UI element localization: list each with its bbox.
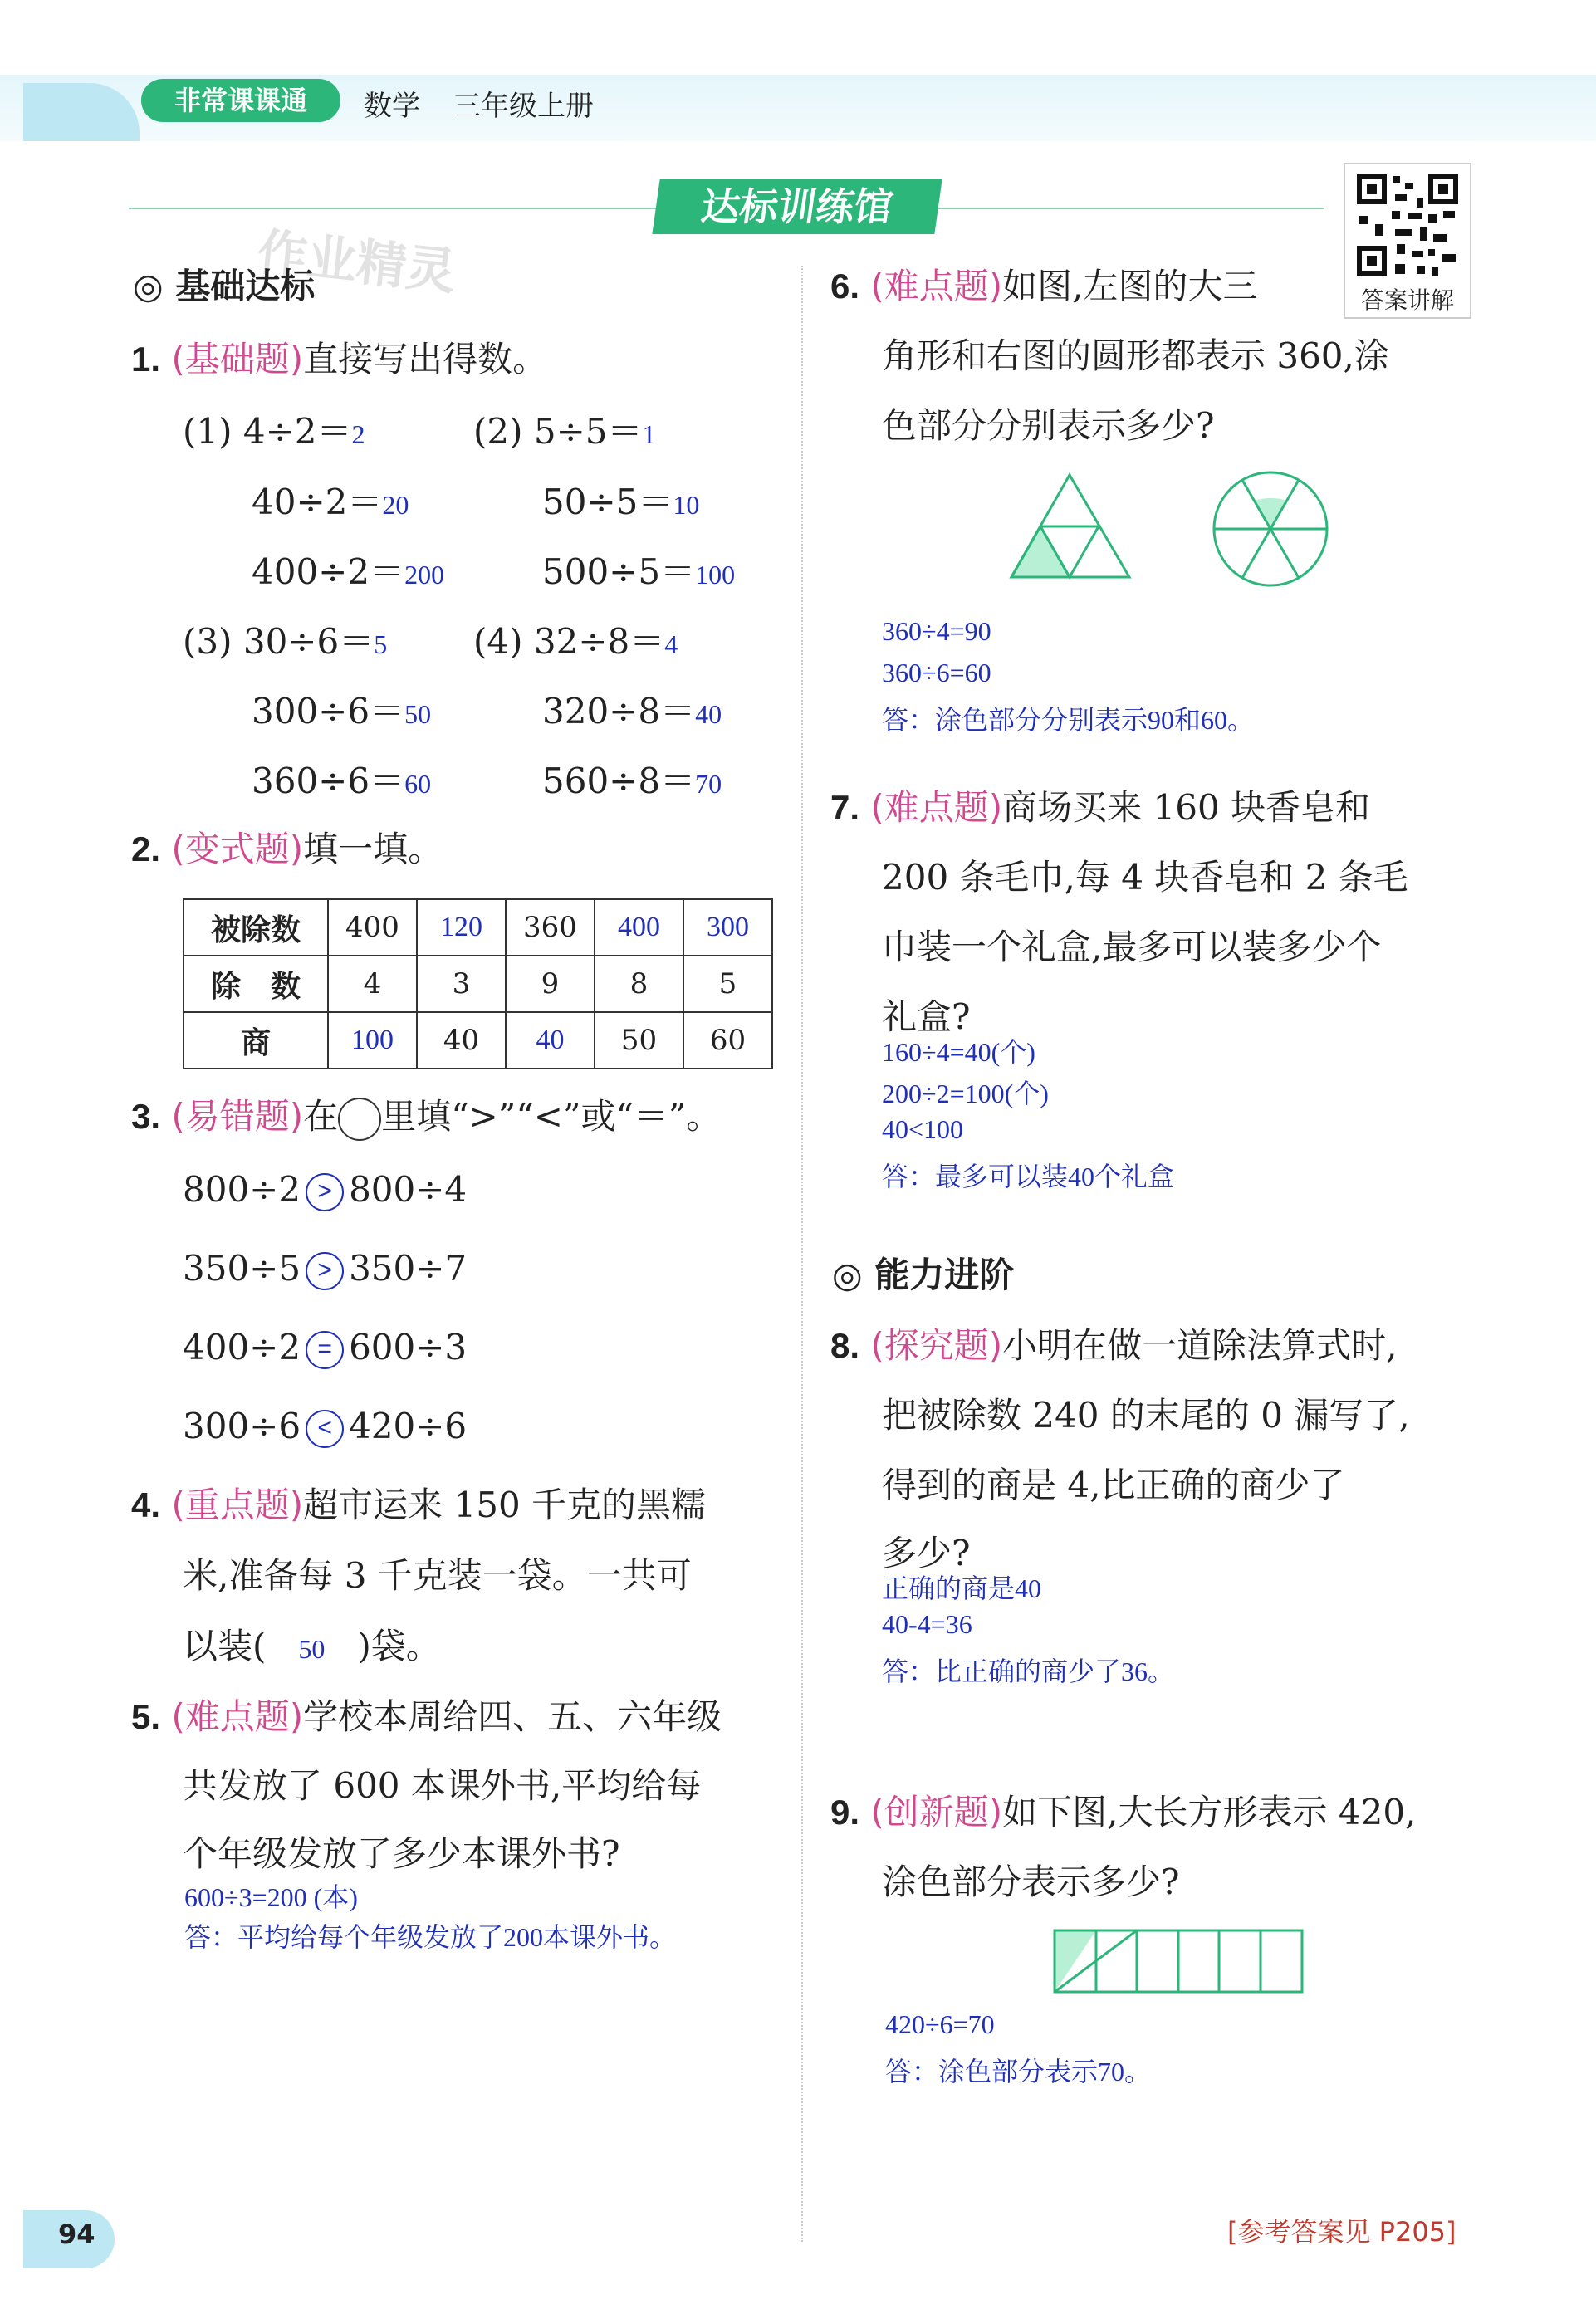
q1-answer: 50 [404, 699, 432, 729]
q8-work: 正确的商是40 [882, 1573, 1042, 1603]
q6-answer: 答：涂色部分分别表示90和60。 [882, 705, 1255, 735]
banner-title: 达标训练馆 [652, 179, 942, 234]
q1-text: 直接写出得数。 [303, 339, 548, 379]
q6-triangle-figure [1009, 472, 1133, 588]
q8-tag: (探究题) [870, 1325, 1003, 1366]
q9-work: 420÷6=70 [885, 2009, 995, 2039]
q2-tag: (变式题) [171, 829, 304, 869]
q6-stem: 6. (难点题)如图,左图的大三 [830, 266, 1258, 306]
page-number: 94 [58, 2219, 95, 2250]
q5-line: 个年级发放了多少本课外书? [183, 1833, 620, 1874]
q7-work: 160÷4=40(个) [882, 1037, 1035, 1067]
q9-stem: 9. (创新题)如下图,大长方形表示 420, [830, 1792, 1417, 1832]
q1-row: 40÷2＝20 [252, 482, 409, 522]
q1-answer: 60 [404, 769, 432, 799]
compare-answer: < [306, 1410, 344, 1448]
q6-line: 色部分分别表示多少? [882, 405, 1215, 446]
q6-work: 360÷6=60 [882, 658, 991, 687]
table-answer-cell: 40 [506, 1012, 595, 1069]
q9-line: 涂色部分表示多少? [882, 1862, 1180, 1902]
table-cell: 50 [595, 1012, 683, 1069]
table-cell: 5 [683, 956, 772, 1012]
table-header: 除 数 [184, 956, 328, 1012]
q5-work: 600÷3=200 (本) [184, 1882, 358, 1912]
table-cell: 400 [328, 899, 417, 956]
q1-answer: 5 [374, 629, 388, 659]
q3-stem: 3. (易错题)在 里填“>”“<”或“＝”。 [131, 1089, 721, 1141]
series-badge: 非常课课通 [141, 79, 340, 122]
q1-answer: 20 [382, 490, 409, 520]
q1-row: 300÷6＝50 [252, 691, 432, 731]
q5-stem: 5. (难点题)学校本周给四、五、六年级 [131, 1696, 722, 1737]
q8-number: 8. [830, 1326, 860, 1365]
q3-item: 300÷6 < 420÷6 [183, 1406, 468, 1446]
watermark: 作业精灵 [254, 223, 459, 302]
q8-line: 多少? [882, 1533, 971, 1573]
q1-tag: (基础题) [171, 339, 304, 379]
q6-tag: (难点题) [870, 266, 1003, 306]
q3-tag: (易错题) [171, 1096, 304, 1137]
q1-answer: 1 [642, 419, 656, 449]
q4-line: 以装( 50 )袋。 [183, 1626, 441, 1666]
q4-number: 4. [131, 1485, 161, 1524]
q7-work: 40<100 [882, 1114, 964, 1144]
table-header: 被除数 [184, 899, 328, 956]
q1-row: (4) 32÷8＝4 [473, 621, 678, 662]
q8-line: 把被除数 240 的末尾的 0 漏写了, [882, 1395, 1410, 1436]
table-row [184, 1012, 772, 1069]
table-row [184, 899, 772, 956]
q5-number: 5. [131, 1697, 161, 1736]
table-header: 商 [184, 1012, 328, 1069]
qr-label: 答案讲解 [1360, 286, 1454, 314]
q1-answer: 200 [404, 560, 445, 590]
q1-row: 500÷5＝100 [542, 551, 736, 592]
table-cell: 60 [683, 1012, 772, 1069]
table-cell: 40 [417, 1012, 506, 1069]
q9-tag: (创新题) [870, 1792, 1003, 1832]
q5-tag: (难点题) [171, 1696, 304, 1737]
q9-rectangle-figure [1053, 1929, 1304, 1994]
q1-answer: 100 [695, 560, 736, 590]
q1-row: 320÷8＝40 [542, 691, 722, 731]
table-answer-cell: 100 [328, 1012, 417, 1069]
table-cell: 360 [506, 899, 595, 956]
section-advanced: ◎ 能力进阶 [832, 1255, 1015, 1295]
answer-reference: [参考答案见 P205] [1227, 2216, 1456, 2248]
qr-icon [1345, 164, 1470, 281]
q1-answer: 10 [673, 490, 700, 520]
q1-row: (3) 30÷6＝5 [183, 621, 388, 662]
table-answer-cell: 120 [417, 899, 506, 956]
subject-label: 数学 [364, 90, 420, 123]
grade-label: 三年级上册 [453, 90, 594, 123]
q2-number: 2. [131, 829, 161, 868]
q1-row: 360÷6＝60 [252, 761, 432, 801]
q5-answer: 答：平均给每个年级发放了200本课外书。 [184, 1922, 677, 1952]
q3-item: 350÷5 > 350÷7 [183, 1248, 468, 1289]
q1-row: 50÷5＝10 [542, 482, 700, 522]
q1-answer: 40 [695, 699, 722, 729]
q1-number: 1. [131, 340, 161, 379]
q7-stem: 7. (难点题)商场买来 160 块香皂和 [830, 787, 1371, 828]
q5-line: 共发放了 600 本课外书,平均给每 [183, 1765, 702, 1806]
q4-tag: (重点题) [171, 1485, 304, 1525]
q1-answer: 70 [695, 769, 722, 799]
q1-stem [131, 332, 547, 382]
q2-text: 填一填。 [303, 829, 443, 869]
q1-row: (2) 5÷5＝1 [473, 411, 656, 452]
q3-item: 400÷2 = 600÷3 [183, 1327, 468, 1367]
q7-number: 7. [830, 788, 860, 827]
table-answer-cell: 300 [683, 899, 772, 956]
table-row [184, 956, 772, 1012]
q1-answer: 2 [351, 419, 365, 449]
q6-number: 6. [830, 267, 860, 306]
q7-line: 200 条毛巾,每 4 块香皂和 2 条毛 [882, 857, 1408, 898]
q1-row: 400÷2＝200 [252, 551, 445, 592]
q7-answer: 答：最多可以装40个礼盒 [882, 1162, 1175, 1191]
compare-answer: = [306, 1331, 344, 1369]
section-basic: ◎ 基础达标 [133, 266, 316, 306]
compare-answer: > [306, 1173, 344, 1211]
q8-work: 40-4=36 [882, 1609, 972, 1639]
table-cell: 3 [417, 956, 506, 1012]
q9-number: 9. [830, 1793, 860, 1832]
q7-line: 礼盒? [882, 996, 971, 1037]
table-cell: 4 [328, 956, 417, 1012]
q1-answer: 4 [664, 629, 678, 659]
table-cell: 8 [595, 956, 683, 1012]
q4-answer: 50 [298, 1634, 326, 1664]
q4-line: 米,准备每 3 千克装一袋。一共可 [183, 1555, 692, 1596]
q7-tag: (难点题) [870, 787, 1003, 828]
q6-circle-figure [1208, 467, 1333, 591]
q8-stem: 8. (探究题)小明在做一道除法算式时, [830, 1325, 1398, 1366]
q3-number: 3. [131, 1097, 161, 1136]
q3-item: 800÷2 > 800÷4 [183, 1169, 468, 1210]
q8-answer: 答：比正确的商少了36。 [882, 1656, 1175, 1686]
q8-line: 得到的商是 4,比正确的商少了 [882, 1465, 1345, 1505]
table-cell: 9 [506, 956, 595, 1012]
q7-line: 巾装一个礼盒,最多可以装多少个 [882, 927, 1382, 967]
q6-line: 角形和右图的圆形都表示 360,涂 [882, 335, 1389, 376]
q1-row: 560÷8＝70 [542, 761, 722, 801]
q2-table [183, 898, 773, 1069]
blank-circle-icon [338, 1098, 381, 1141]
table-answer-cell: 400 [595, 899, 683, 956]
qr-code[interactable] [1344, 163, 1471, 319]
q7-work: 200÷2=100(个) [882, 1079, 1049, 1108]
column-divider [801, 266, 803, 2242]
q2-stem [131, 822, 443, 872]
q6-work: 360÷4=90 [882, 616, 991, 646]
compare-answer: > [306, 1252, 344, 1290]
q4-stem: 4. (重点题)超市运来 150 千克的黑糯 [131, 1485, 707, 1525]
q1-row: (1) 4÷2＝2 [183, 411, 365, 452]
q9-answer: 答：涂色部分表示70。 [885, 2057, 1152, 2087]
